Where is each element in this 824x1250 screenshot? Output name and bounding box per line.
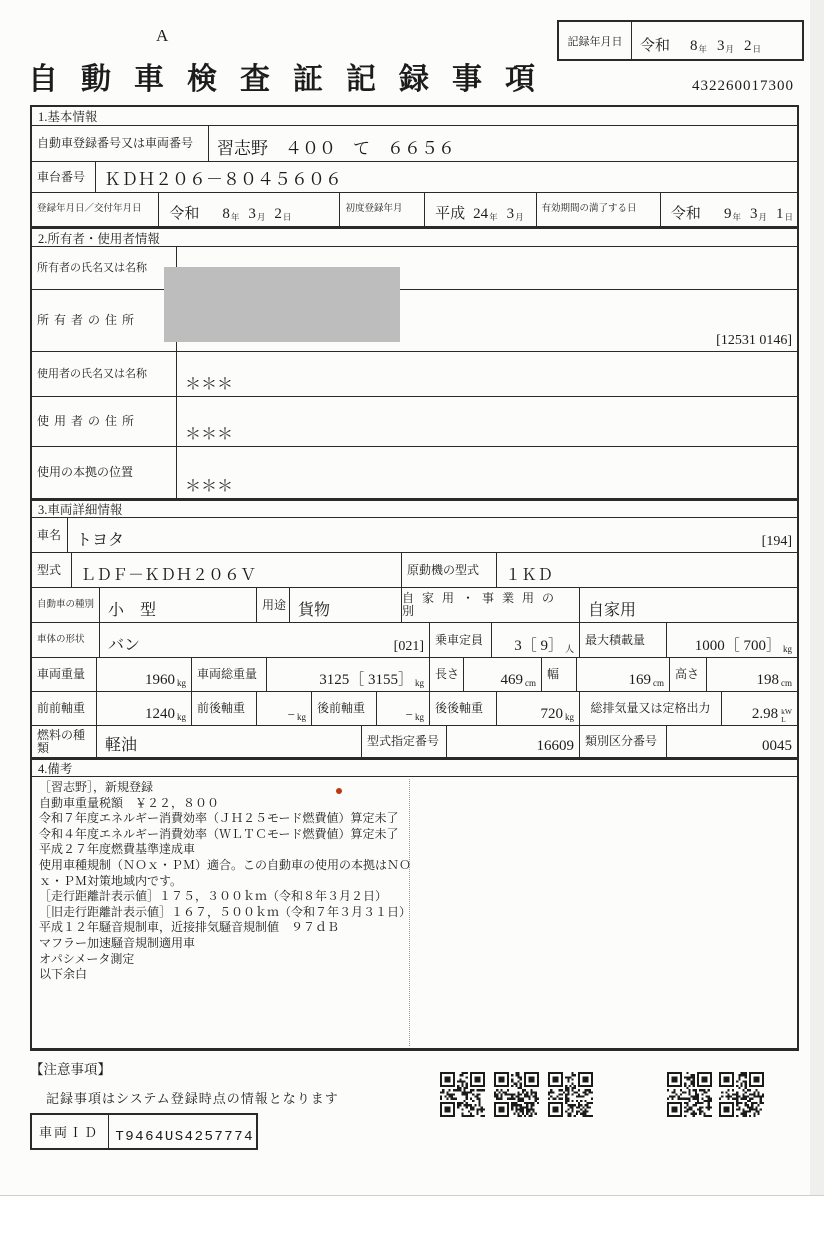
class-category-value: 0045 <box>762 738 792 754</box>
payload-value-cell <box>667 623 797 657</box>
qr-code <box>494 1072 539 1117</box>
document-number: 432260017300 <box>692 78 794 94</box>
model-label: 型式 <box>32 553 72 587</box>
capacity-label: 乗車定員 <box>430 623 492 657</box>
engine-model-value: １ＫＤ <box>505 567 554 584</box>
owner-address-code: [12531 0146] <box>716 333 792 348</box>
remark-line: ［習志野］，新規登録 <box>39 780 154 794</box>
firstreg-year: 24 年 <box>473 206 498 222</box>
record-date-era: 令和 <box>640 38 671 54</box>
car-name-code: [194] <box>761 534 792 549</box>
car-name-cell <box>68 518 797 552</box>
qr-code <box>719 1072 764 1117</box>
redacted-owner-info-block <box>164 267 400 342</box>
red-dot-mark <box>336 788 342 794</box>
remark-line: マフラー加速騒音規制適用車 <box>39 935 196 950</box>
rear-front-axle-label: 後前軸重 <box>312 692 377 725</box>
remark-line: ［旧走行距離計表示値］１６７，５００ｋｍ（令和７年３月３１日） <box>39 904 412 919</box>
body-shape-label: 車体の形状 <box>32 623 100 657</box>
vehicle-kind-label: 自動車の種別 <box>32 588 100 622</box>
record-date-value <box>632 22 802 59</box>
body-shape-code: [021] <box>393 639 424 654</box>
owner-name-label: 所有者の氏名又は名称 <box>32 247 177 289</box>
body-shape-cell <box>100 623 430 657</box>
row-base-location <box>32 447 797 499</box>
expiry-day: 1 日 <box>775 206 793 222</box>
record-date-day: 2 日 <box>744 38 762 54</box>
row-axle-weights <box>32 692 797 726</box>
section-2-heading: 2.所有者・使用者情報 <box>32 227 797 247</box>
gross-weight-cell: 3125［ 3155］ kg <box>267 658 430 691</box>
remarks-box <box>32 777 797 1049</box>
vehicle-weight-label: 車両重量 <box>32 658 97 691</box>
car-name-label: 車名 <box>32 518 68 552</box>
page-label: A <box>156 26 169 45</box>
chassis-number-value: ＫＤＨ２０６－８０４５６０６ <box>104 170 342 189</box>
height-label: 高さ <box>670 658 707 691</box>
private-business-value: 自家用 <box>588 602 637 619</box>
row-user-name <box>32 352 797 397</box>
remark-line: 使用車種規制（ＮＯｘ・ＰＭ）適合。この自動車の使用の本拠はＮＯｘ・ＰＭ対策地域内です。 <box>39 857 412 888</box>
use-type-value: 貨物 <box>290 588 402 622</box>
vehicle-weight-cell: 1960 kg <box>97 658 192 691</box>
rear-front-axle-cell: − kg <box>377 692 430 725</box>
expiry-month: 3 月 <box>749 206 767 222</box>
base-location-value: ＊＊＊ <box>185 478 234 495</box>
type-designation-label: 型式指定番号 <box>362 726 447 757</box>
row-weights-dimensions <box>32 658 797 692</box>
displacement-units: kW L <box>781 707 792 724</box>
capacity-unit: 人 <box>564 644 574 654</box>
payload-label: 最大積載量 <box>580 623 667 657</box>
model-value: ＬＤＦ－ＫＤＨ２０６Ｖ <box>72 553 402 587</box>
remark-line: 令和７年度エネルギー消費効率（ＪＨ２５モード燃費値）算定未了 <box>39 811 399 826</box>
vehicle-id-label: 車両ＩＤ <box>32 1115 109 1148</box>
record-date-year: 8 年 <box>690 38 708 54</box>
notice-text: 記録事項はシステム登録時点の情報となります <box>46 1091 339 1106</box>
displacement-output-cell <box>722 692 797 725</box>
remark-line: 以下余白 <box>39 967 88 982</box>
qr-code <box>440 1072 485 1117</box>
front-front-axle-cell: 1240 kg <box>97 692 192 725</box>
reg-year: 8 年 <box>222 206 240 222</box>
width-label: 幅 <box>542 658 577 691</box>
displacement-output-label: 総排気量又は定格出力 <box>580 692 722 725</box>
body-shape-value: バン <box>108 637 141 654</box>
first-registration-label: 初度登録年月 <box>340 193 425 226</box>
private-business-label: 自家用・事業用の別 <box>402 588 580 622</box>
owner-address-label: 所有者の住所 <box>32 290 177 351</box>
qr-code <box>548 1072 593 1117</box>
remark-line: 令和４年度エネルギー消費効率（ＷＬＴＣモード燃費値）算定未了 <box>39 826 399 841</box>
row-registration-dates <box>32 193 797 227</box>
user-name-value: ＊＊＊ <box>185 376 234 393</box>
vehicle-id-box <box>30 1113 258 1150</box>
scan-edge-right <box>810 0 824 1250</box>
type-designation-value: 16609 <box>447 726 580 757</box>
row-model <box>32 553 797 588</box>
front-rear-axle-label: 前後軸重 <box>192 692 257 725</box>
row-body-shape <box>32 623 797 658</box>
user-address-label: 使用者の住所 <box>32 397 177 446</box>
remark-line: 平成２７年度燃費基準達成車 <box>39 842 196 857</box>
engine-model-label: 原動機の型式 <box>402 553 497 587</box>
base-location-label: 使用の本拠の位置 <box>32 447 177 498</box>
fuel-type-label: 燃料の種類 <box>32 726 97 757</box>
registration-date-value: 令和 8 年 3 月 2 日 <box>159 193 340 226</box>
reg-month: 3 月 <box>248 206 266 222</box>
first-registration-value: 平成 24 年 3 月 <box>425 193 536 226</box>
row-fuel-type <box>32 726 797 758</box>
firstreg-month: 3 月 <box>506 206 524 222</box>
record-date-month: 3 月 <box>717 38 735 54</box>
notice-heading: 【注意事項】 <box>30 1062 111 1077</box>
row-owner-name <box>32 247 797 290</box>
car-name-value: トヨタ <box>76 532 125 549</box>
expiry-date-label: 有効期間の満了する日 <box>537 193 661 226</box>
front-front-axle-label: 前前軸重 <box>32 692 97 725</box>
main-table <box>30 105 799 1051</box>
payload-unit: kg <box>783 644 792 654</box>
user-address-value: ＊＊＊ <box>185 426 234 443</box>
plate-number-value: 習志野 ４００ て ６６５６ <box>217 139 455 158</box>
remark-line: ［走行距離計表示値］１７５，３００ｋｍ（令和８年３月２日） <box>39 889 388 904</box>
row-vehicle-kind <box>32 588 797 623</box>
front-rear-axle-cell: − kg <box>257 692 312 725</box>
row-chassis-number <box>32 162 797 193</box>
rear-rear-axle-cell: 720 kg <box>497 692 580 725</box>
row-plate-number <box>32 126 797 162</box>
record-date-box <box>557 20 804 61</box>
remark-line: オパシメータ測定 <box>39 951 135 966</box>
remarks-divider-dotted-line <box>409 779 410 1046</box>
record-date-label: 記録年月日 <box>559 22 632 59</box>
length-cell: 469 cm <box>464 658 542 691</box>
qr-code <box>667 1072 712 1117</box>
capacity-value-cell <box>492 623 580 657</box>
gross-weight-label: 車両総重量 <box>192 658 267 691</box>
reg-day: 2 日 <box>274 206 292 222</box>
section-1-heading: 1.基本情報 <box>32 107 797 126</box>
expiry-year: 9 年 <box>723 206 741 222</box>
vehicle-id-value: T9464US4257774 <box>115 1129 254 1145</box>
capacity-value: 3［ 9］ <box>514 638 563 654</box>
row-user-address <box>32 397 797 447</box>
row-car-name <box>32 518 797 553</box>
vehicle-kind-value: 小 型 <box>100 588 257 622</box>
document-title: 自動車検査証記録事項 <box>28 63 558 96</box>
scan-edge-bottom <box>0 1195 824 1250</box>
section-4-heading: 4.備考 <box>32 758 797 777</box>
registration-date-label: 登録年月日／交付年月日 <box>32 193 159 226</box>
rear-rear-axle-label: 後後軸重 <box>430 692 497 725</box>
expiry-date-value: 令和 9 年 3 月 1 日 <box>670 206 793 222</box>
width-cell: 169 cm <box>577 658 670 691</box>
chassis-number-label: 車台番号 <box>32 162 96 192</box>
remark-line: 平成１２年騒音規制車，近接排気騒音規制値 ９７ｄＢ <box>39 920 340 935</box>
plate-number-label: 自動車登録番号又は車両番号 <box>32 126 209 161</box>
payload-value: 1000［ 700］ <box>694 638 781 654</box>
user-name-label: 使用者の氏名又は名称 <box>32 352 177 396</box>
displacement-value: 2.98 <box>751 706 779 722</box>
use-type-label: 用途 <box>257 588 290 622</box>
remark-line: 自動車重量税額 ￥２２，８００ <box>39 795 220 810</box>
length-label: 長さ <box>430 658 464 691</box>
fuel-type-value: 軽油 <box>97 726 362 757</box>
height-cell: 198 cm <box>756 672 792 688</box>
section-3-heading: 3.車両詳細情報 <box>32 499 797 518</box>
class-category-label: 類別区分番号 <box>580 726 667 757</box>
row-owner-address <box>32 290 797 352</box>
remarks-text <box>39 780 417 1048</box>
